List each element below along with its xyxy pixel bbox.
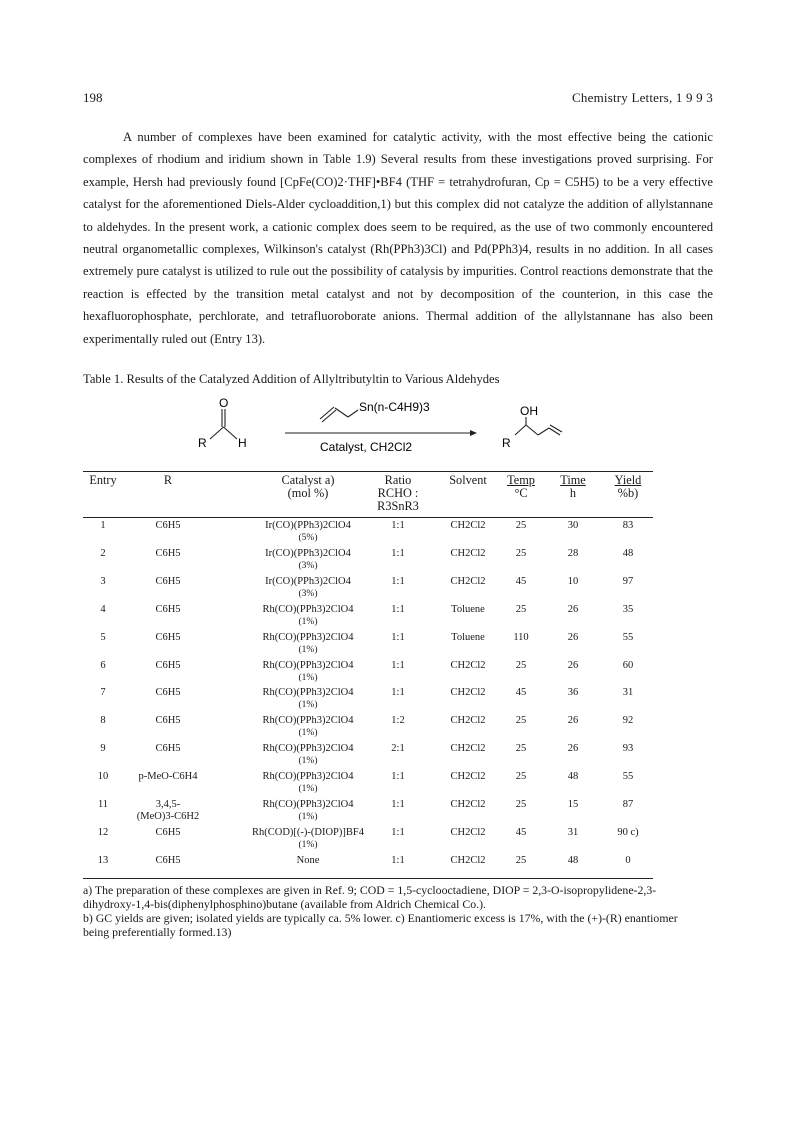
cell-entry: 10 bbox=[97, 771, 109, 783]
cell-catalyst-loading: (1%) bbox=[298, 784, 318, 795]
aldehyde-oxygen: O bbox=[219, 396, 229, 410]
cell-catalyst-name: Ir(CO)(PPh3)2ClO4 bbox=[265, 547, 351, 559]
cell-yield: 48 bbox=[622, 547, 634, 559]
cell-ratio: 1:1 bbox=[391, 799, 405, 810]
cell-catalyst-loading: (3%) bbox=[298, 588, 318, 599]
cell-r: C6H5 bbox=[155, 603, 181, 615]
cell-ratio: 1:1 bbox=[391, 603, 405, 615]
cell-catalyst-name: Rh(CO)(PPh3)2ClO4 bbox=[262, 799, 354, 810]
cell-r: C6H5 bbox=[155, 826, 181, 838]
cell-time: 30 bbox=[567, 520, 579, 531]
cell-r-line1: 3,4,5- bbox=[155, 799, 181, 810]
cell-time: 48 bbox=[567, 771, 579, 783]
col-header-temp-unit: °C bbox=[514, 486, 528, 500]
cell-solvent: CH2Cl2 bbox=[450, 854, 486, 866]
cell-entry: 3 bbox=[100, 575, 106, 587]
cell-r: C6H5 bbox=[155, 854, 181, 866]
cell-catalyst-loading: (1%) bbox=[298, 672, 318, 683]
cell-r: C6H5 bbox=[155, 743, 181, 755]
cell-solvent: CH2Cl2 bbox=[450, 520, 486, 531]
cell-time: 28 bbox=[567, 547, 579, 559]
col-header-temp-label: Temp bbox=[507, 473, 535, 487]
cell-catalyst-name: Rh(CO)(PPh3)2ClO4 bbox=[262, 631, 354, 643]
cell-solvent: CH2Cl2 bbox=[450, 799, 486, 810]
cell-r: C6H5 bbox=[155, 659, 181, 671]
reaction-conditions: Catalyst, CH2Cl2 bbox=[320, 440, 413, 454]
reaction-scheme bbox=[180, 395, 640, 463]
footnote-b: b) GC yields are given; isolated yields are typically ca. 5% lower. c) Enantiomeric excess is 17%, with the (+)-(R) enantiomer being preferentially formed.13) bbox=[83, 911, 678, 939]
cell-catalyst-name: Rh(CO)(PPh3)2ClO4 bbox=[262, 687, 354, 699]
cell-catalyst-loading: (1%) bbox=[298, 756, 318, 767]
cell-solvent: CH2Cl2 bbox=[450, 715, 486, 727]
cell-time: 31 bbox=[567, 826, 579, 838]
cell-time: 26 bbox=[567, 659, 579, 671]
cell-yield: 55 bbox=[622, 631, 634, 643]
cell-entry: 9 bbox=[100, 743, 106, 755]
cell-ratio: 1:1 bbox=[391, 520, 405, 531]
cell-yield: 92 bbox=[622, 715, 634, 727]
cell-ratio: 1:1 bbox=[391, 854, 405, 866]
cell-entry: 13 bbox=[97, 854, 109, 866]
cell-time: 26 bbox=[567, 631, 579, 643]
cell-r: C6H5 bbox=[155, 547, 181, 559]
table-row bbox=[83, 687, 653, 715]
cell-catalyst-loading: (1%) bbox=[298, 728, 318, 739]
cell-temp: 25 bbox=[515, 547, 527, 559]
cell-temp: 45 bbox=[515, 826, 527, 838]
cell-entry: 7 bbox=[100, 687, 106, 699]
cell-catalyst-loading: (1%) bbox=[298, 812, 318, 822]
cell-temp: 25 bbox=[515, 799, 527, 810]
cell-entry: 2 bbox=[100, 547, 106, 559]
cell-r: p-MeO-C6H4 bbox=[138, 771, 198, 783]
cell-catalyst-name: Rh(COD)[(-)-(DIOP)]BF4 bbox=[252, 826, 364, 838]
col-header-yield-unit: %b) bbox=[617, 486, 639, 500]
cell-temp: 25 bbox=[515, 715, 527, 727]
table-caption: Table 1. Results of the Catalyzed Addition of Allyltributyltin to Various Aldehydes bbox=[83, 372, 500, 386]
table-row bbox=[83, 715, 653, 743]
cell-catalyst-name: Ir(CO)(PPh3)2ClO4 bbox=[265, 520, 351, 531]
table-bottom-rule bbox=[83, 878, 653, 879]
journal-running-head: Chemistry Letters, 1 9 9 3 bbox=[572, 90, 713, 105]
cell-ratio: 1:1 bbox=[391, 631, 405, 643]
aldehyde-r: R bbox=[198, 436, 207, 450]
page-number: 198 bbox=[83, 90, 103, 105]
cell-catalyst-name: Ir(CO)(PPh3)2ClO4 bbox=[265, 575, 351, 587]
homoallylic-alcohol-structure bbox=[515, 417, 562, 435]
cell-time: 10 bbox=[567, 575, 579, 587]
cell-solvent: CH2Cl2 bbox=[450, 659, 486, 671]
reaction-arrow bbox=[285, 430, 477, 436]
cell-r bbox=[123, 799, 213, 823]
allyl-stannane-structure bbox=[320, 407, 358, 422]
cell-catalyst-name: Rh(CO)(PPh3)2ClO4 bbox=[262, 743, 354, 755]
col-header-time-label: Time bbox=[560, 473, 586, 487]
cell-solvent: Toluene bbox=[451, 603, 485, 615]
product-r: R bbox=[502, 436, 511, 450]
cell-temp: 25 bbox=[515, 659, 527, 671]
cell-temp: 45 bbox=[515, 575, 527, 587]
cell-yield: 87 bbox=[622, 799, 634, 810]
cell-yield: 90 c) bbox=[617, 826, 639, 838]
aldehyde-h: H bbox=[238, 436, 247, 450]
table-row bbox=[83, 799, 653, 827]
cell-r: C6H5 bbox=[155, 631, 181, 643]
cell-catalyst-loading: (1%) bbox=[298, 616, 318, 627]
cell-temp: 25 bbox=[515, 743, 527, 755]
cell-catalyst-loading: (1%) bbox=[298, 700, 318, 711]
cell-entry: 6 bbox=[100, 659, 106, 671]
cell-catalyst-loading: (3%) bbox=[298, 560, 318, 571]
cell-solvent: CH2Cl2 bbox=[450, 575, 486, 587]
cell-ratio: 1:1 bbox=[391, 687, 405, 699]
col-header-ratio-line3: R3SnR3 bbox=[377, 499, 419, 513]
cell-r: C6H5 bbox=[155, 520, 181, 531]
cell-yield: 83 bbox=[622, 520, 634, 531]
cell-catalyst-name: Rh(CO)(PPh3)2ClO4 bbox=[262, 603, 354, 615]
cell-time: 48 bbox=[567, 854, 579, 866]
cell-catalyst-name: None bbox=[296, 854, 320, 866]
cell-yield: 35 bbox=[622, 603, 634, 615]
cell-entry: 4 bbox=[100, 603, 106, 615]
cell-catalyst-name: Rh(CO)(PPh3)2ClO4 bbox=[262, 771, 354, 783]
cell-ratio: 1:1 bbox=[391, 575, 405, 587]
col-header-catalyst-label: Catalyst a) bbox=[281, 473, 335, 487]
table-row bbox=[83, 604, 653, 632]
cell-solvent: CH2Cl2 bbox=[450, 743, 486, 755]
cell-temp: 25 bbox=[515, 603, 527, 615]
reagent-label: Sn(n-C4H9)3 bbox=[359, 400, 430, 414]
product-oh: OH bbox=[520, 404, 538, 418]
cell-ratio: 1:1 bbox=[391, 547, 405, 559]
cell-temp: 25 bbox=[515, 854, 527, 866]
table-header-rule bbox=[83, 517, 653, 518]
table-row bbox=[83, 520, 653, 548]
col-header-temp bbox=[501, 474, 541, 500]
col-header-ratio-line2: RCHO : bbox=[377, 486, 419, 500]
col-header-ratio-label: Ratio bbox=[384, 473, 412, 487]
cell-entry: 5 bbox=[100, 631, 106, 643]
cell-solvent: CH2Cl2 bbox=[450, 771, 486, 783]
cell-entry: 12 bbox=[97, 826, 109, 838]
col-header-time bbox=[553, 474, 593, 500]
cell-yield: 60 bbox=[622, 659, 634, 671]
cell-ratio: 2:1 bbox=[391, 743, 405, 755]
cell-ratio: 1:1 bbox=[391, 771, 405, 783]
cell-time: 26 bbox=[567, 743, 579, 755]
cell-solvent: CH2Cl2 bbox=[450, 826, 486, 838]
table-row bbox=[83, 743, 653, 771]
cell-solvent: CH2Cl2 bbox=[450, 547, 486, 559]
col-header-yield bbox=[603, 474, 653, 500]
cell-r: C6H5 bbox=[155, 575, 181, 587]
col-header-entry: Entry bbox=[89, 473, 117, 487]
cell-yield: 93 bbox=[622, 743, 634, 755]
cell-temp: 110 bbox=[513, 631, 529, 643]
aldehyde-structure bbox=[210, 409, 237, 439]
cell-temp: 25 bbox=[515, 771, 527, 783]
paragraph-text: A number of complexes have been examined for catalytic activity, with the most effective being the cationic complexes of rhodium and iridium shown in Table 1.9) Several results from these investigations proved surprising. For example, Hersh had previously found [CpFe(CO)2·THF]•BF4 (THF = tetrahydrofuran, Cp = C5H5) to be a very effective catalyst for the aforementioned Diels-Alder cycloaddition,1) but this complex did not catalyze the addition of allylstannane to aldehydes. In the present work, a cationic complex does seem to be required, as the use of two commonly encountered neutral organometallic complexes, Wilkinson's catalyst (Rh(PPh3)3Cl) and Pd(PPh3)4, results in no addition. In all cases extremely pure catalyst is utilized to rule out the possibility of catalysis by impurities. Control reactions demonstrate that the reaction is effected by the transition metal catalyst and not by decomposition of the counterion, in this case the hexafluorophosphate, perchlorate, and tetrafluoroborate anions. Thermal addition of the allylstannane has also been experimentally ruled out (Entry 13). bbox=[83, 130, 713, 346]
col-header-ratio bbox=[363, 474, 433, 513]
table-row bbox=[83, 632, 653, 660]
col-header-r: R bbox=[163, 473, 173, 487]
col-header-catalyst-unit: (mol %) bbox=[287, 486, 329, 500]
table-row bbox=[83, 827, 653, 855]
cell-time: 26 bbox=[567, 603, 579, 615]
cell-ratio: 1:2 bbox=[391, 715, 405, 727]
table-top-rule bbox=[83, 471, 653, 472]
cell-r: C6H5 bbox=[155, 687, 181, 699]
cell-temp: 25 bbox=[515, 520, 527, 531]
cell-entry: 1 bbox=[100, 520, 106, 531]
cell-catalyst-loading: (5%) bbox=[298, 533, 318, 543]
table-row bbox=[83, 771, 653, 799]
cell-time: 26 bbox=[567, 715, 579, 727]
cell-yield: 0 bbox=[625, 854, 631, 866]
table-row bbox=[83, 548, 653, 576]
cell-solvent: CH2Cl2 bbox=[450, 687, 486, 699]
cell-r-line2: (MeO)3-C6H2 bbox=[136, 811, 200, 822]
col-header-solvent: Solvent bbox=[449, 473, 487, 487]
table-footnotes bbox=[83, 883, 683, 939]
cell-solvent: Toluene bbox=[451, 631, 485, 643]
cell-entry: 11 bbox=[97, 799, 109, 810]
cell-temp: 45 bbox=[515, 687, 527, 699]
cell-time: 15 bbox=[567, 799, 579, 810]
cell-catalyst-name: Rh(CO)(PPh3)2ClO4 bbox=[262, 715, 354, 727]
cell-yield: 97 bbox=[622, 575, 634, 587]
cell-catalyst-name: Rh(CO)(PPh3)2ClO4 bbox=[262, 659, 354, 671]
cell-ratio: 1:1 bbox=[391, 826, 405, 838]
cell-entry: 8 bbox=[100, 715, 106, 727]
cell-catalyst-loading: (1%) bbox=[298, 644, 318, 655]
cell-yield: 55 bbox=[622, 771, 634, 783]
cell-r: C6H5 bbox=[155, 715, 181, 727]
table-row bbox=[83, 660, 653, 688]
table-row bbox=[83, 576, 653, 604]
footnote-a: a) The preparation of these complexes are given in Ref. 9; COD = 1,5-cyclooctadiene, DIOP = 2,3-O-isopropylidene-2,3-dihydroxy-1,4-bis(diphenylphosphino)butane (available from Aldrich Chemical Co.). bbox=[83, 883, 657, 911]
cell-ratio: 1:1 bbox=[391, 659, 405, 671]
cell-yield: 31 bbox=[622, 687, 634, 699]
col-header-time-unit: h bbox=[569, 486, 577, 500]
cell-catalyst-loading: (1%) bbox=[298, 839, 318, 850]
cell-time: 36 bbox=[567, 687, 579, 699]
body-paragraph bbox=[83, 126, 713, 350]
col-header-yield-label: Yield bbox=[614, 473, 642, 487]
